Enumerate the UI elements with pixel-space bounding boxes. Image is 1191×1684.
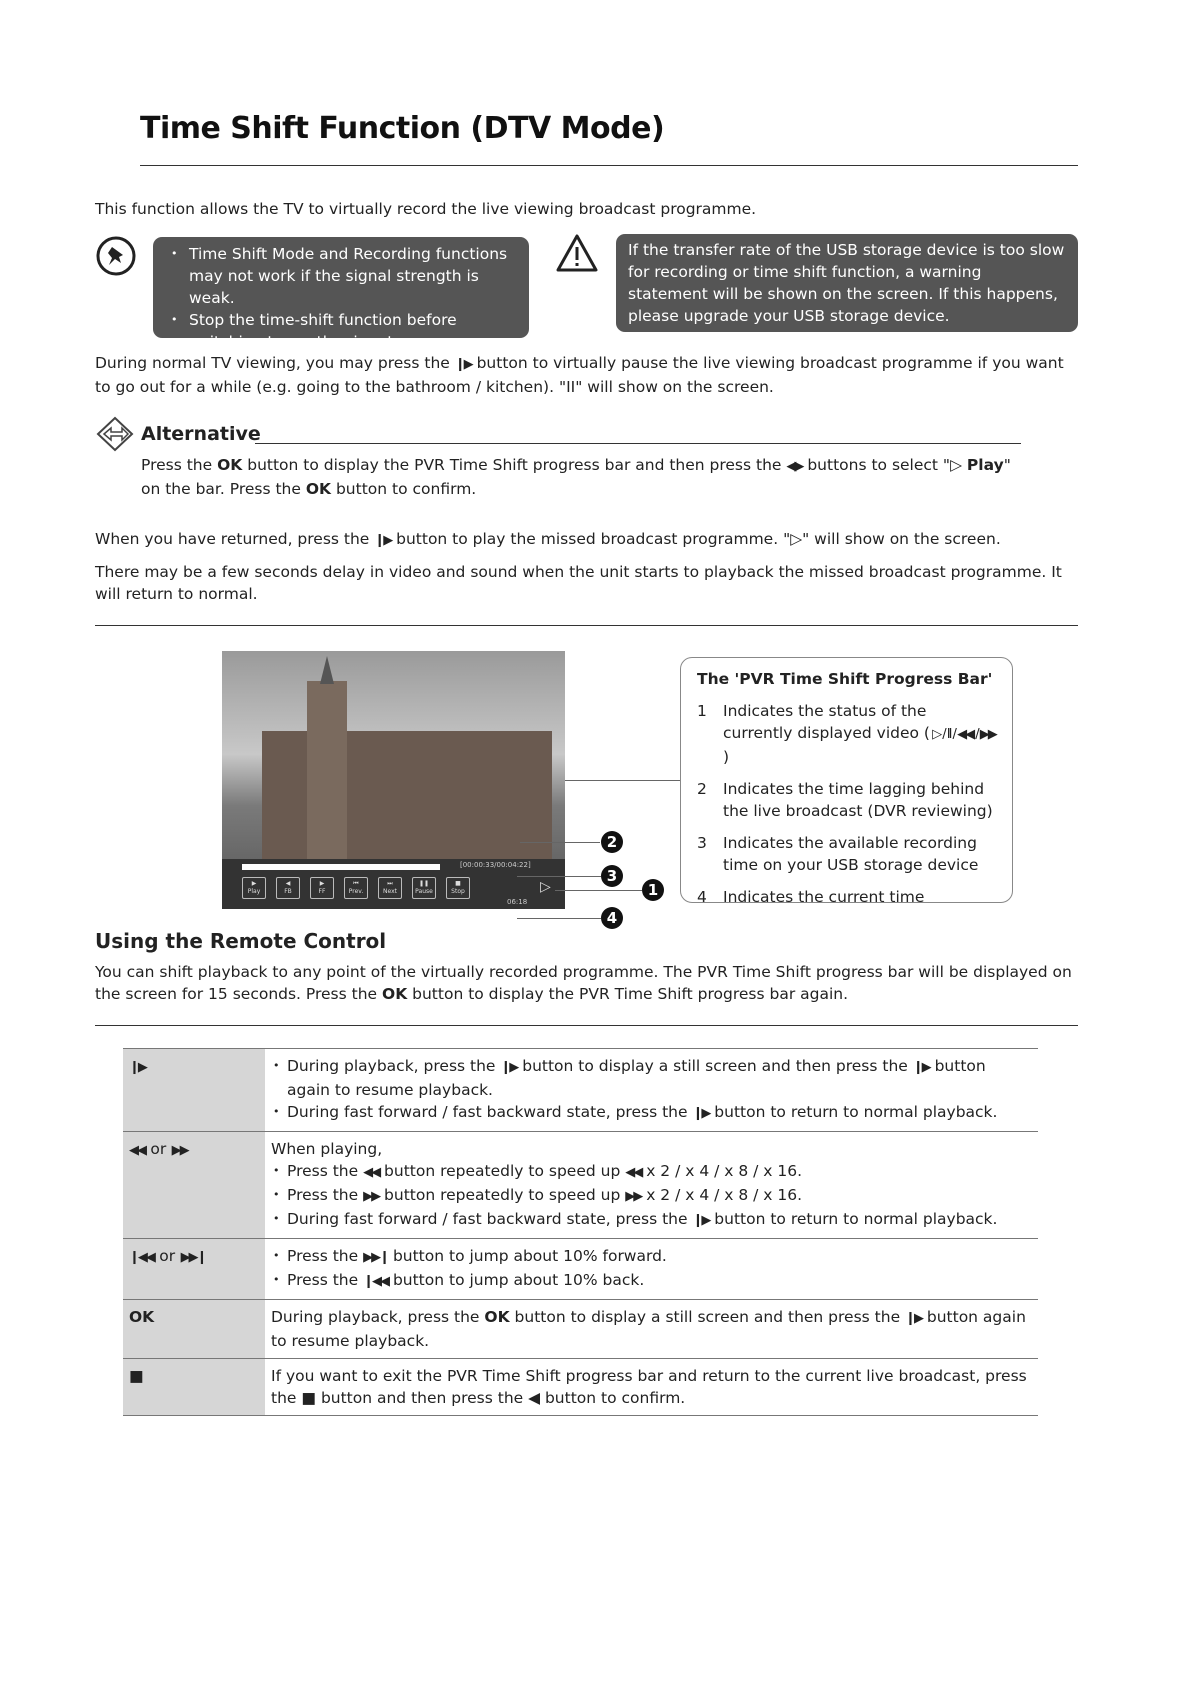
time-shift-progress-bar	[222, 859, 565, 909]
legend-item: 2 Indicates the time lagging behind the live broadcast (DVR reviewing)	[697, 780, 993, 820]
tv-pause-button[interactable]: ❚❚ Pause	[412, 877, 436, 899]
table-row: ❙◀◀ or ▶▶❙ • Press the ▶▶❙ button to jump about 10% forward. • Press the ❙◀◀ button to jump about 10% back.	[123, 1239, 1038, 1300]
table-row: ❙▶ • During playback, press the ❙▶ button to display a still screen and then press the ❙▶ button again to resume playback. • During fast forward / fast backward state, press the ❙▶ button to return to normal playback.	[123, 1049, 1038, 1132]
page-title: Time Shift Function (DTV Mode)	[140, 111, 665, 146]
marker-3: 3	[601, 865, 623, 887]
alternative-arrows-icon	[94, 415, 136, 453]
remote-paragraph: You can shift playback to any point of the virtually recorded programme. The PVR Time Shift progress bar will be displayed on the screen for 15 seconds. Press the OK button to display the PVR Time Shift progress bar again.	[95, 963, 1072, 1003]
title-rule	[140, 165, 1078, 166]
alternative-rule	[255, 443, 1021, 444]
play-s-icon: ▷	[790, 530, 803, 548]
progress-fill	[242, 864, 440, 870]
table-row: ◀◀ or ▶▶ When playing, • Press the ◀◀ button repeatedly to speed up ◀◀ x 2 / x 4 / x 8 / x 16. • Press the ▶▶ button repeatedly to speed up ▶▶ x 2 / x 4 / x 8 / x 16. • During fast forward / fast backward state, press the ❙▶ button to return to normal playback.	[123, 1132, 1038, 1239]
marker-4: 4	[601, 907, 623, 929]
warning-triangle-icon	[555, 232, 599, 274]
time-range: [00:00:33/00:04:22]	[460, 861, 531, 869]
note-item: • Time Shift Mode and Recording functions may not work if the signal strength is weak.	[179, 243, 517, 309]
pause-paragraph: During normal TV viewing, you may press the ❙▶ button to virtually pause the live viewing broadcast programme if you want to go out for a while (e.g. going to the bathroom / kitchen). "II" will show on the screen.	[95, 354, 1064, 396]
legend-item: 1 Indicates the status of the currently displayed video ( ▷ / II / ◀◀ / ▶▶ )	[697, 702, 996, 766]
play-pause-icon: ❙▶	[374, 533, 392, 548]
play-s-icon: ▷	[950, 456, 962, 474]
table-row: ■ If you want to exit the PVR Time Shift progress bar and return to the current live broadcast, press the ■ button and then press the ◀ button to confirm.	[123, 1359, 1038, 1416]
section-rule	[95, 1025, 1078, 1026]
leader-2	[520, 842, 600, 843]
key-ok: OK	[123, 1300, 265, 1359]
current-time: 06:18	[507, 898, 528, 906]
tv-fb-button[interactable]: ◀ FB	[276, 877, 300, 899]
remote-heading: Using the Remote Control	[95, 929, 387, 953]
alternative-text: Press the OK button to display the PVR Time Shift progress bar and then press the ◀▶ buttons to select "▷ Play" on the bar. Press the OK button to confirm.	[141, 456, 1011, 498]
legend-item: 4 Indicates the current time	[697, 888, 925, 906]
leader-1	[555, 890, 642, 891]
tv-prev-button[interactable]: ⏮ Prev.	[344, 877, 368, 899]
tv-next-button[interactable]: ⏭ Next	[378, 877, 402, 899]
key-prev-next: ❙◀◀ or ▶▶❙	[123, 1239, 265, 1300]
leader-4	[517, 918, 601, 919]
tv-play-button[interactable]: ▶ Play	[242, 877, 266, 899]
pushpin-icon	[95, 235, 137, 277]
delay-paragraph: There may be a few seconds delay in video and sound when the unit starts to playback the missed broadcast programme. It will return to normal.	[95, 563, 1062, 603]
tv-screen-image	[222, 651, 565, 909]
table-row: OK During playback, press the OK button to display a still screen and then press the ❙▶ button again to resume playback.	[123, 1300, 1038, 1359]
marker-1: 1	[642, 879, 664, 901]
note-item: • Stop the time-shift function before switching to another input source.	[179, 309, 517, 353]
key-fb-ff: ◀◀ or ▶▶	[123, 1132, 265, 1239]
return-paragraph: When you have returned, press the ❙▶ button to play the missed broadcast programme. "▷" will show on the screen.	[95, 530, 1001, 548]
play-pause-icon: ❙▶	[454, 357, 472, 372]
legend-item: 3 Indicates the available recording time on your USB storage device	[697, 834, 979, 874]
tv-stop-button[interactable]: ■ Stop	[446, 877, 470, 899]
intro-text: This function allows the TV to virtually record the live viewing broadcast programme.	[95, 200, 757, 218]
legend-title: The 'PVR Time Shift Progress Bar'	[697, 670, 993, 688]
section-rule	[95, 625, 1078, 626]
church-spire	[320, 656, 334, 684]
church-tower	[307, 681, 347, 861]
note-box	[153, 237, 529, 351]
marker-2: 2	[601, 831, 623, 853]
key-stop: ■	[123, 1359, 265, 1416]
remote-control-table	[123, 1048, 1038, 1416]
status-play-icon: ▷	[540, 879, 551, 895]
tv-ff-button[interactable]: ▶ FF	[310, 877, 334, 899]
leader-3	[517, 876, 601, 877]
church-building	[262, 731, 552, 861]
left-right-icon: ◀▶	[786, 459, 803, 474]
callout-line	[565, 780, 680, 781]
warning-box: If the transfer rate of the USB storage device is too slow for recording or time shift function, a warning statement will be shown on the screen. If this happens, please upgrade your USB storage device.	[616, 234, 1078, 332]
key-play: ❙▶	[123, 1049, 265, 1132]
alternative-heading: Alternative	[141, 423, 261, 445]
progress-bar-legend	[680, 657, 1013, 906]
